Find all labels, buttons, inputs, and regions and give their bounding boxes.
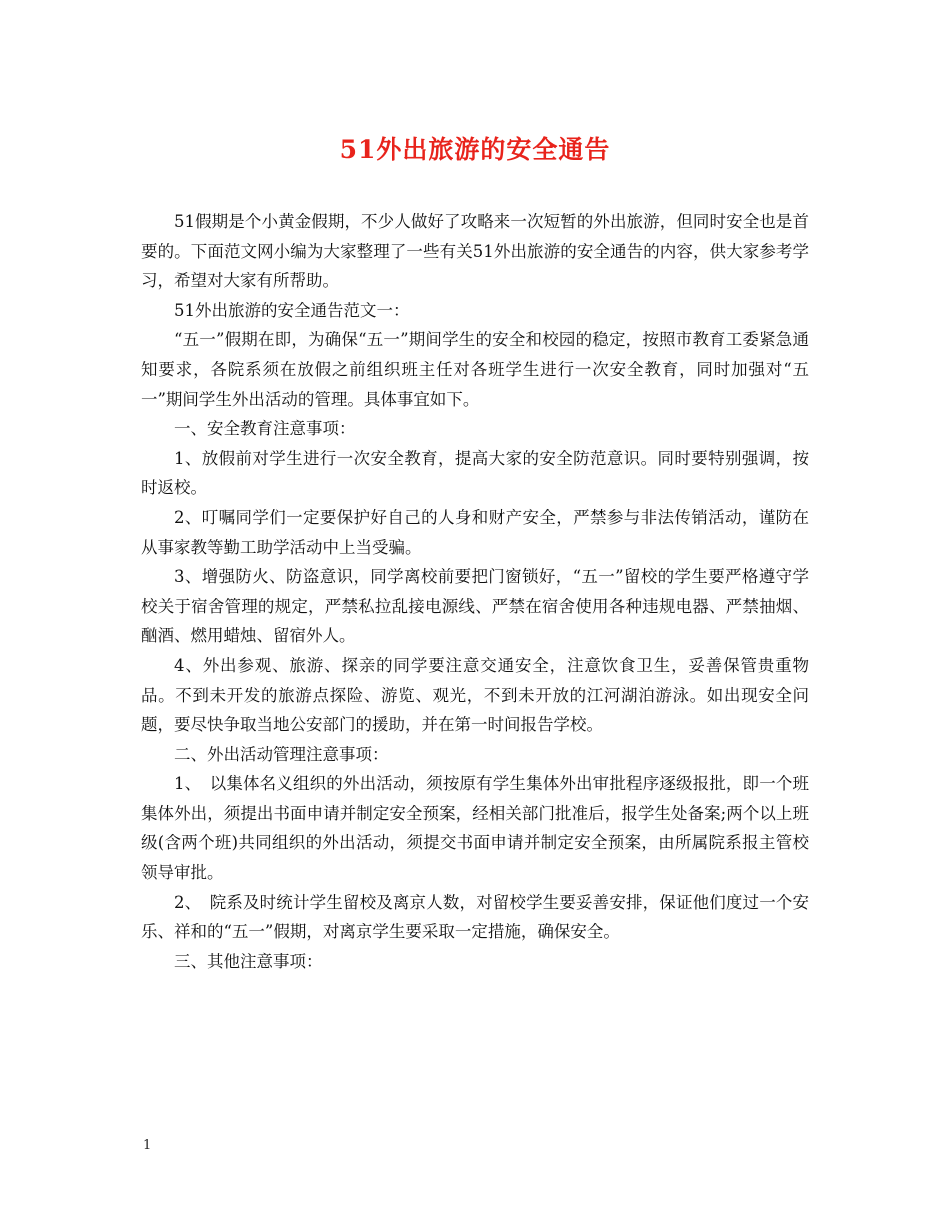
page-number: 1: [143, 1138, 152, 1153]
paragraph-item: 2、 院系及时统计学生留校及离京人数，对留校学生要妥善安排，保证他们度过一个安乐、祥和的“五一”假期，对离京学生要采取一定措施，确保安全。: [141, 892, 809, 942]
paragraph-item: 1、放假前对学生进行一次安全教育，提高大家的安全防范意识。同时要特别强调，按时返校。: [141, 448, 809, 498]
section-heading-outing-management: 二、外出活动管理注意事项：: [174, 744, 389, 764]
document-body: [141, 207, 809, 976]
paragraph-sample-heading: 51外出旅游的安全通告范文一：: [174, 300, 410, 320]
section-heading-other-notes: 三、其他注意事项：: [174, 951, 323, 971]
document-title: 51外出旅游的安全通告: [339, 135, 611, 164]
section-heading-safety-education: 一、安全教育注意事项：: [174, 419, 356, 439]
paragraph-item: 1、 以集体名义组织的外出活动，须按原有学生集体外出审批程序逐级报批，即一个班集体外出，须提出书面申请并制定安全预案，经相关部门批准后，报学生处备案;两个以上班级(含两个班)共同组织的外出活动，须提交书面申请并制定安全预案，由所属院系报主管校领导审批。: [141, 774, 809, 883]
paragraph-item: 2、叮嘱同学们一定要保护好自己的人身和财产安全，严禁参与非法传销活动，谨防在从事家教等勤工助学活动中上当受骗。: [141, 507, 809, 557]
paragraph-item: 3、增强防火、防盗意识，同学离校前要把门窗锁好，“五一”留校的学生要严格遵守学校关于宿舍管理的规定，严禁私拉乱接电源线、严禁在宿舍使用各种违规电器、严禁抽烟、酗酒、燃用蜡烛、留宿外人。: [141, 567, 809, 646]
paragraph-item: 4、外出参观、旅游、探亲的同学要注意交通安全，注意饮食卫生，妥善保管贵重物品。不到未开发的旅游点探险、游览、观光，不到未开放的江河湖泊游泳。如出现安全问题，要尽快争取当地公安部门的援助，并在第一时间报告学校。: [141, 655, 809, 735]
paragraph-intro: 51假期是个小黄金假期，不少人做好了攻略来一次短暂的外出旅游，但同时安全也是首要的。下面范文网小编为大家整理了一些有关51外出旅游的安全通告的内容，供大家参考学习，希望对大家有所帮助。: [141, 212, 809, 291]
paragraph-notice-intro: “五一”假期在即，为确保“五一”期间学生的安全和校园的稳定，按照市教育工委紧急通知要求，各院系须在放假之前组织班主任对各班学生进行一次安全教育，同时加强对“五一”期间学生外出活动的管理。具体事宜如下。: [141, 330, 809, 409]
